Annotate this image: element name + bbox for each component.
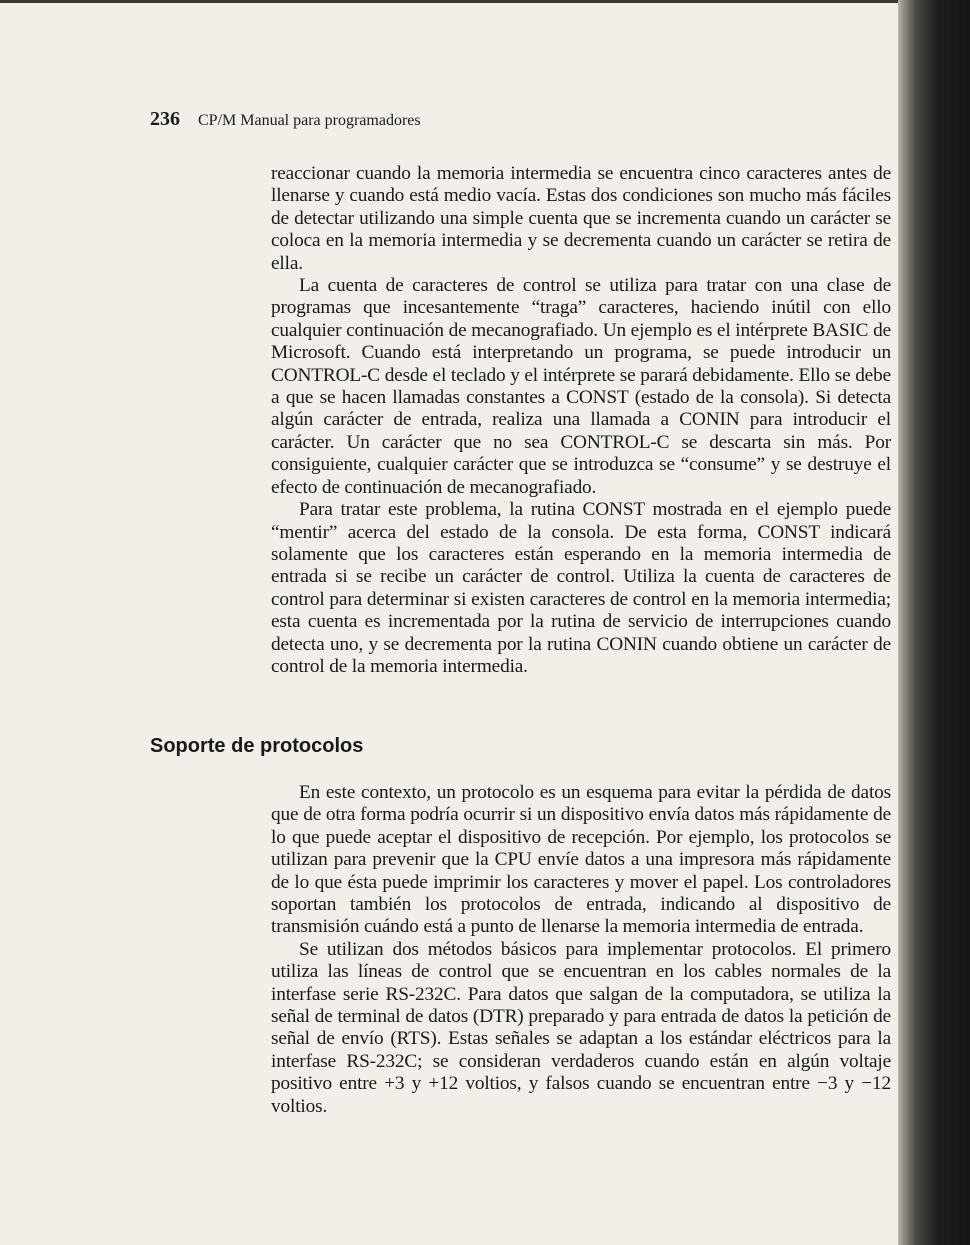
top-edge-rule [0,0,898,3]
paragraph-1: reaccionar cuando la memoria intermedia se encuentra cinco caracteres antes de llenarse y cuando está medio vacía. Estas dos condiciones son mucho más fáciles de detectar utilizando una simple cuenta que se incrementa cuando un carácter se coloca en la memoria intermedia y se decrementa cuando un carácter se retira de ella. [271,163,891,274]
paragraph-2: La cuenta de caracteres de control se utiliza para tratar con una clase de programas que incesantemente “traga” caracteres, haciendo inútil con ello cualquier continuación de mecanografiado. Un ejemplo es el intérprete BASIC de Microsoft. Cuando está interpretando un programa, se puede introducir un CONTROL-C desde el teclado y el intérprete se parará debidamente. Ello se debe a que se hacen llamadas constantes a CONST (estado de la consola). Si detecta algún carácter de entrada, realiza una llamada a CONIN para introducir el carácter. Un carácter que no sea CONTROL-C se descarta sin más. Por consiguiente, cualquier carácter que se introduzca se “consume” y se destruye el efecto de continuación de mecanografiado. [271,275,891,498]
paragraph-5: Se utilizan dos métodos básicos para implementar protocolos. El primero utiliza las líneas de control que se encuentran en los cables normales de la interfase serie RS-232C. Para datos que salgan de la computadora, se utiliza la señal de terminal de datos (DTR) preparado y para entrada de datos la petición de señal de envío (RTS). Estas señales se adaptan a los estándar eléctricos para la interfase RS-232C; se consideran verdaderos cuando están en algún voltaje positivo entre +3 y +12 voltios, y falsos cuando se encuentran entre −3 y −12 voltios. [271,938,891,1117]
page-number: 236 [150,108,180,130]
paragraph-4: En este contexto, un protocolo es un esquema para evitar la pérdida de datos que de otra forma podría ocurrir si un dispositivo envía datos más rápidamente de lo que puede aceptar el dispositivo de recepción. Por ejemplo, los protocolos se utilizan para prevenir que la CPU envíe datos a una impresora más rápidamente de lo que ésta puede imprimir los caracteres y mover el papel. Los controladores soportan también los protocolos de entrada, indicando al dispositivo de transmisión cuándo está a punto de llenarse la memoria intermedia de entrada. [271,782,891,938]
text-block-protocols [271,782,891,1118]
running-header [150,108,421,131]
book-title: CP/M Manual para programadores [198,112,421,129]
binding-gutter-shadow [898,0,970,1245]
section-heading: Soporte de protocolos [150,735,364,757]
paragraph-3: Para tratar este problema, la rutina CONST mostrada en el ejemplo puede “mentir” acerca del estado de la consola. De esta forma, CONST indicará solamente que los caracteres están esperando en la memoria intermedia de entrada si se recibe un carácter de control. Utiliza la cuenta de caracteres de control para determinar si existen caracteres de control en la memoria intermedia; esta cuenta es incrementada por la rutina de servicio de interrupciones cuando detecta uno, y se decrementa por la rutina CONIN cuando obtiene un carácter de control de la memoria intermedia. [271,499,891,677]
text-block-control-count [271,163,891,678]
